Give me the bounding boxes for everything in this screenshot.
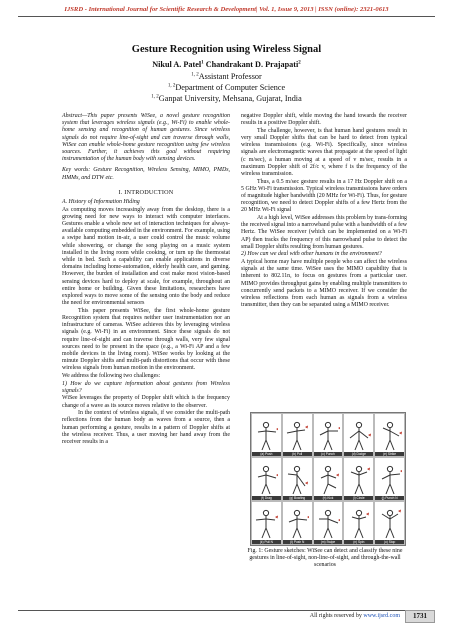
author-2-sup: 2 xyxy=(298,60,301,66)
gesture-panel xyxy=(313,457,344,501)
footer-rights xyxy=(260,613,400,619)
figure-caption: Fig. 1: Gesture sketches: WiSee can detect and classify these nine gestures in line-of-sight, non-line-of-sight, and through-the-wall scenarios xyxy=(247,548,403,569)
gesture-label: (j) Punch N xyxy=(375,496,404,500)
gesture-panel xyxy=(374,457,405,501)
body-paragraph: This paper presents WiSee, the first whole-home gesture Recognition system that requires neither user instrumentation nor an infrastructure of cameras. WiSee achieves this by leveraging wireless signals (e.g. Wi-Fi) in an environment. Since these signals do not require line-of-sight and can traverse through walls, very few signal sources need to be present in the space (e.g., a Wi-Fi AP and a few mobile devices in the living room). WiSee works by looking at the minute Doppler shifts and multi-path distortions that occur with these wireless signals from human motion in the environment. xyxy=(62,307,230,372)
abstract: Abstract—This paper presents WiSee, a novel gesture recognition system that leverages wireless signals (e.g., Wi-Fi) to enable whole-home sensing and recognition of human gestures. Since wireless signals do not require line-of-sight and can traverse through walls, WiSee can enable whole-home gesture recognition using few wireless sources. Further, it achieves this goal without requiring instrumentation of the human body with sensing devices. xyxy=(62,113,230,163)
gesture-panel xyxy=(282,457,313,501)
gesture-label: (n) Spin xyxy=(344,540,373,544)
page-number: 1731 xyxy=(405,610,435,623)
gesture-label: (g) Bowling xyxy=(283,496,312,500)
gesture-label: (a) Push xyxy=(252,452,281,456)
footer-divider xyxy=(18,610,435,611)
gesture-panel xyxy=(251,501,282,545)
subsection-heading: A. History of Information Hiding xyxy=(62,199,140,206)
body-paragraph: negative Doppler shift, while moving the hand towards the receiver results in a positive Doppler shift. xyxy=(241,113,407,127)
gesture-panel xyxy=(313,501,344,545)
rights-text: All rights reserved by xyxy=(309,613,362,619)
swipe-gesture-icon xyxy=(316,508,340,540)
stop-gesture-icon xyxy=(378,508,402,540)
punch-n-gesture-icon xyxy=(378,464,402,496)
body-paragraph: As computing moves increasingly away from the desktop, there is a growing need for new ways to interact with computer interfaces. Gestures enable a whole new set of interaction techniques for always-available computing embedded in the environment. For example, using a swipe hand motion in-air, a user could control the music volume while showering, or change the song playing on a music system installed in the living room while cooking, or turn up the thermostat while in bed. Such a capability can enable applications in diverse domains including home-automation, elderly health care, and gaming. However, the burden of installation and cost make most vision-based sensing devices hard to deploy at scale, for example, throughout an entire home or building. Given these limitations, researchers have explored ways to move some of the sensing onto the body and reduce the need for environmental sensors xyxy=(62,206,230,307)
univ-text: Ganpat University, Mehsana, Gujarat, India xyxy=(158,94,302,103)
strike-gesture-icon xyxy=(378,420,402,452)
role-text: Assistant Professor xyxy=(198,72,262,81)
gesture-label: (o) Stop xyxy=(375,540,404,544)
dept-text: Department of Computer Science xyxy=(175,83,286,92)
author-university xyxy=(0,94,453,103)
gesture-panel xyxy=(343,413,374,457)
author-1-sup: 1 xyxy=(201,60,204,66)
question-heading: 1) How do we capture information about gestures from Wireless signals? xyxy=(62,380,230,394)
left-column xyxy=(62,113,230,447)
question-heading: 2) How can we deal with other humans in the environment? xyxy=(241,251,382,258)
circle-gesture-icon xyxy=(347,464,371,496)
journal-header: IJSRD - International Journal for Scientific Research & Development| Vol. 1, Issue 9, 2013 | ISSN (online): 2321-0613 xyxy=(64,6,389,13)
bowling-gesture-icon xyxy=(285,464,309,496)
section-heading-introduction: I. INTRODUCTION xyxy=(118,188,174,196)
gesture-label: (d) Dodge xyxy=(344,452,373,456)
gesture-panel xyxy=(343,501,374,545)
punch-gesture-icon xyxy=(316,420,340,452)
gesture-panel xyxy=(374,413,405,457)
gesture-panel xyxy=(282,501,313,545)
author-1: Nikul A. Patel xyxy=(152,60,202,69)
dept-sup: 1, 2 xyxy=(167,83,176,89)
author-line xyxy=(0,60,453,69)
gesture-label: (b) Pull xyxy=(283,452,312,456)
body-paragraph: A typical home may have multiple people who can affect the wireless signals at the same time. WiSee uses the MIMO capability that is inherent to 802.11n, to focus on gestures from a particular user. MIMO provides throughput gains by enabling multiple transmitters to concurrently send packets to a MIMO receiver. If we consider the wireless reflections from each human as signals from a wireless transmitter, then they can be separated using a MIMO receiver. xyxy=(241,259,407,309)
spin-gesture-icon xyxy=(347,508,371,540)
author-2: Chandrakant D. Prajapati xyxy=(205,60,299,69)
gesture-label: (c) Punch xyxy=(314,452,343,456)
gesture-label: (i) Circle xyxy=(344,496,373,500)
pull-gesture-icon xyxy=(285,420,309,452)
right-column xyxy=(241,113,407,310)
body-paragraph: We address the following two challenges: xyxy=(62,373,161,380)
gesture-panel xyxy=(313,413,344,457)
gesture-panel xyxy=(343,457,374,501)
body-paragraph: In the context of wireless signals, if we consider the multi-path reflections from the human body as waves from a source, then a human performing a gesture, results in a pattern of Doppler shifts at the wireless receiver. Thus, a user moving her hand away from the receiver results in a xyxy=(62,410,230,446)
gesture-panel xyxy=(282,413,313,457)
gesture-panel xyxy=(251,413,282,457)
header-divider xyxy=(18,16,435,17)
journal-url-link[interactable]: www.ijsrd.com xyxy=(363,613,400,619)
gesture-label: (e) Strike xyxy=(375,452,404,456)
paper-title: Gesture Recognition using Wireless Signal xyxy=(131,44,322,55)
author-role xyxy=(0,72,453,81)
keywords: Key words: Gesture Recognition, Wireless Sensing, MIMO, PMDs, HMMs, and DTW etc. xyxy=(62,167,230,181)
gesture-panel xyxy=(374,501,405,545)
drag-gesture-icon xyxy=(254,464,278,496)
role-sup: 1, 2 xyxy=(191,72,199,78)
gesture-sketch-figure xyxy=(250,412,406,546)
push-n-gesture-icon xyxy=(285,508,309,540)
univ-sup: 1, 2 xyxy=(151,94,159,100)
gesture-label: (k) Pull N xyxy=(252,540,281,544)
body-paragraph: The challenge, however, is that human hand gestures result in very small Doppler shifts that can be hard to detect from typical wireless transmissions (e.g. Wi-Fi). Specifically, since wireless signals are electromagnetic waves that propagate at the speed of light (c m/sec), a human moving at a speed of v m/sec, results in a maximum Doppler shift of 2f/c v, where f is the frequency of the wireless transmission. xyxy=(241,127,407,178)
author-department xyxy=(0,83,453,92)
gesture-label: (f) Drag xyxy=(252,496,281,500)
dodge-gesture-icon xyxy=(347,420,371,452)
kick-gesture-icon xyxy=(316,464,340,496)
gesture-panel xyxy=(251,457,282,501)
gesture-label: (m) Swipe xyxy=(314,540,343,544)
gesture-label: (l) Push N xyxy=(283,540,312,544)
body-paragraph: WiSee leverages the property of Doppler shift which is the frequency change of a wave as its source moves relative to the observer. xyxy=(62,395,230,409)
push-gesture-icon xyxy=(254,420,278,452)
pull-n-gesture-icon xyxy=(254,508,278,540)
body-paragraph: Thus, a 0.5 m/sec gesture results in a 17 Hz Doppler shift on a 5 GHz Wi-Fi transmission. Typical wireless transmissions have orders of magnitude higher bandwidth (20 MHz for Wi-Fi). Thus, for gesture recognition, we need to detect Doppler shifts of a few Hertz from the 20 MHz Wi-Fi signal xyxy=(241,178,407,214)
body-paragraph: At a high level, WiSee addresses this problem by trans-forming the received signal into a narrowband pulse with a bandwidth of a few Hertz. The WiSee receiver (which can be implemented on a Wi-Fi AP) then tracks the frequency of this narrowband pulse to detect the small Doppler shifts resulting from human gestures. xyxy=(241,215,407,250)
gesture-label: (h) Kick xyxy=(314,496,343,500)
